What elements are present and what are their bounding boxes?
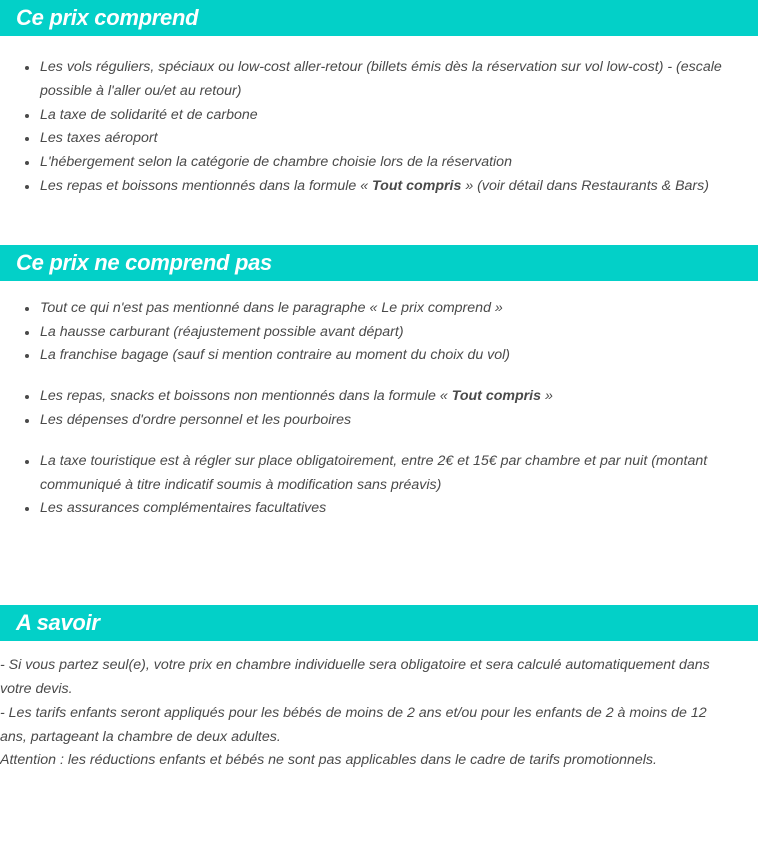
notice-paragraph: - Si vous partez seul(e), votre prix en chambre individuelle sera obligatoire et sera calculé automatiquement dans votre devis. bbox=[0, 657, 710, 697]
section-header-bar-included bbox=[0, 0, 758, 36]
list-item: La hausse carburant (réajustement possible avant départ) bbox=[0, 321, 758, 345]
spacer bbox=[0, 281, 758, 297]
section-title-notice: A savoir bbox=[16, 610, 100, 636]
list-item-emphasis: Tout compris bbox=[372, 177, 462, 194]
notice-paragraph: Attention : les réductions enfants et bébés ne sont pas applicables dans le cadre de tarifs promotionnels. bbox=[0, 752, 657, 769]
section-body-included bbox=[0, 56, 758, 199]
notice-paragraph: - Les tarifs enfants seront appliqués pour les bébés de moins de 2 ans et/ou pour les enfants de 2 à moins de 12 ans, partageant la chambre de deux adultes. bbox=[0, 704, 707, 745]
list-item: L'hébergement selon la catégorie de chambre choisie lors de la réservation bbox=[0, 151, 758, 175]
section-a-savoir bbox=[0, 605, 758, 773]
list-item-emphasis: Tout compris bbox=[451, 388, 542, 405]
list-item-text-after: » (voir détail dans Restaurants & Bars) bbox=[461, 177, 709, 194]
list-item-text-before: Les repas, snacks et boissons non mentionnés dans la formule « bbox=[40, 388, 452, 405]
spacer bbox=[0, 641, 758, 654]
included-list bbox=[0, 56, 758, 199]
list-item: La franchise bagage (sauf si mention contraire au moment du choix du vol) bbox=[0, 344, 758, 368]
list-item: Les vols réguliers, spéciaux ou low-cost aller-retour (billets émis dès la réservation sur vol low-cost) - (escale possible à l'aller ou/et au retour) bbox=[0, 56, 758, 104]
list-item: La taxe touristique est à régler sur place obligatoirement, entre 2€ et 15€ par chambre et par nuit (montant communiqué à titre indicatif soumis à modification sans préavis) bbox=[0, 450, 758, 498]
list-item: Les taxes aéroport bbox=[0, 127, 758, 151]
list-item bbox=[0, 175, 758, 199]
list-item-text-after: » bbox=[541, 388, 553, 405]
section-header-bar-excluded bbox=[0, 245, 758, 281]
section-header-bar-notice bbox=[0, 605, 758, 641]
excluded-list bbox=[0, 297, 758, 521]
section-body-excluded bbox=[0, 297, 758, 521]
section-body-notice bbox=[0, 654, 758, 773]
list-item: Les assurances complémentaires facultatives bbox=[0, 497, 758, 521]
list-item: Les dépenses d'ordre personnel et les pourboires bbox=[0, 409, 758, 433]
list-item: Tout ce qui n'est pas mentionné dans le paragraphe « Le prix comprend » bbox=[0, 297, 758, 321]
spacer bbox=[0, 199, 758, 245]
list-item: La taxe de solidarité et de carbone bbox=[0, 104, 758, 128]
list-item bbox=[0, 385, 758, 409]
section-title-excluded: Ce prix ne comprend pas bbox=[16, 249, 272, 275]
section-ce-prix-ne-comprend-pas bbox=[0, 245, 758, 521]
spacer bbox=[0, 773, 758, 829]
section-ce-prix-comprend bbox=[0, 0, 758, 199]
spacer bbox=[0, 36, 758, 56]
section-title-included: Ce prix comprend bbox=[16, 5, 199, 30]
list-item-text-before: Les repas et boissons mentionnés dans la formule « bbox=[40, 177, 373, 194]
spacer bbox=[0, 521, 758, 605]
